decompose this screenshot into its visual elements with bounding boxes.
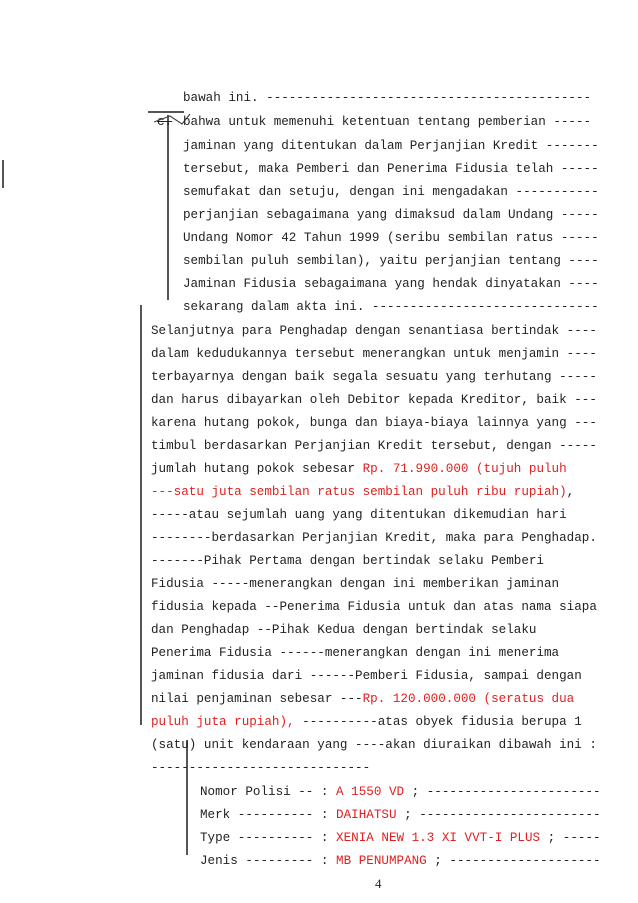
text-line: semufakat dan setuju, dengan ini mengadakan ----------- — [183, 185, 599, 199]
loan-amount-words: ---satu juta sembilan ratus sembilan puluh ribu rupiah) — [151, 485, 567, 499]
text-line-amount-2-words — [151, 714, 582, 730]
vehicle-tail: ; ----------------------- — [404, 785, 601, 799]
vehicle-tail: ; ------------------------ — [396, 808, 601, 822]
text-line: -------Pihak Pertama dengan bertindak selaku Pemberi — [151, 554, 544, 568]
vehicle-label: Nomor Polisi -- : — [200, 785, 337, 799]
amount-suffix: , — [566, 485, 575, 499]
text-line: bawah ini. ------------------------------------------- — [183, 91, 592, 105]
text-line: --------berdasarkan Perjanjian Kredit, maka para Penghadap. — [151, 531, 597, 545]
text-line: Fidusia -----menerangkan dengan ini memberikan jaminan — [151, 577, 560, 591]
vehicle-label: Type ---------- : — [200, 831, 337, 845]
vehicle-value: XENIA NEW 1.3 XI VVT-I PLUS — [336, 831, 541, 845]
text-line: Penerima Fidusia ------menerangkan dengan ini menerima — [151, 646, 560, 660]
text-line: dalam kedudukannya tersebut menerangkan untuk menjamin ---- — [151, 347, 597, 361]
vehicle-row-kind — [200, 853, 601, 869]
vehicle-tail: ; ----- — [540, 831, 601, 845]
text-line-amount-1-words — [151, 484, 574, 500]
loan-amount: Rp. 71.990.000 (tujuh puluh — [362, 462, 567, 476]
text-line: sekarang dalam akta ini. ------------------------------ — [183, 300, 599, 314]
vehicle-row-brand — [200, 807, 601, 823]
vehicle-value: A 1550 VD — [336, 785, 405, 799]
vehicle-row-type — [200, 830, 601, 846]
page-number: 4 — [375, 876, 382, 891]
guarantee-amount-words: puluh juta rupiah), — [151, 715, 295, 729]
text-line: Selanjutnya para Penghadap dengan senantiasa bertindak ---- — [151, 324, 597, 338]
text-line: perjanjian sebagaimana yang dimaksud dalam Undang ----- — [183, 208, 599, 222]
text-line: jaminan yang ditentukan dalam Perjanjian Kredit ------- — [183, 139, 599, 153]
text-line: tersebut, maka Pemberi dan Penerima Fidusia telah ----- — [183, 162, 599, 176]
left-margin-line-outer — [2, 160, 4, 188]
text-line: terbayarnya dengan baik segala sesuatu yang terhutang ----- — [151, 370, 597, 384]
vehicle-label: Merk ---------- : — [200, 808, 337, 822]
text-line: bahwa untuk memenuhi ketentuan tentang pemberian ----- — [183, 115, 592, 129]
struck-item-number: c. — [157, 115, 173, 129]
amount-suffix: ----------atas obyek fidusia berupa 1 — [294, 715, 582, 729]
left-margin-line-block2 — [140, 305, 142, 725]
vehicle-row-plate — [200, 784, 601, 800]
text-line: dan Penghadap --Pihak Kedua dengan bertindak selaku — [151, 623, 537, 637]
text-line: -----atau sejumlah uang yang ditentukan dikemudian hari — [151, 508, 567, 522]
text-line: (satu) unit kendaraan yang ----akan diuraikan dibawah ini : — [151, 738, 597, 752]
left-margin-line-vehicle — [186, 740, 188, 855]
vehicle-tail: ; -------------------- — [426, 854, 601, 868]
text-line: dan harus dibayarkan oleh Debitor kepada Kreditor, baik --- — [151, 393, 597, 407]
text-line: Undang Nomor 42 Tahun 1999 (seribu sembilan ratus ----- — [183, 231, 599, 245]
vehicle-value: DAIHATSU — [336, 808, 397, 822]
text-line: Jaminan Fidusia sebagaimana yang hendak dinyatakan ---- — [183, 277, 599, 291]
vehicle-value: MB PENUMPANG — [336, 854, 427, 868]
text-line: ----------------------------- — [151, 761, 371, 775]
text-line: karena hutang pokok, bunga dan biaya-biaya lainnya yang --- — [151, 416, 597, 430]
guarantee-amount: Rp. 120.000.000 (seratus dua — [362, 692, 575, 706]
amount-prefix: nilai penjaminan sebesar --- — [151, 692, 363, 706]
amount-prefix: jumlah hutang pokok sebesar — [151, 462, 363, 476]
text-line: sembilan puluh sembilan), yaitu perjanjian tentang ---- — [183, 254, 599, 268]
text-line: jaminan fidusia dari ------Pemberi Fidusia, sampai dengan — [151, 669, 582, 683]
text-line-amount-1 — [151, 461, 567, 477]
text-line: fidusia kepada --Penerima Fidusia untuk dan atas nama siapa — [151, 600, 597, 614]
text-line: timbul berdasarkan Perjanjian Kredit tersebut, dengan ----- — [151, 439, 597, 453]
left-margin-line-block1 — [167, 115, 169, 300]
vehicle-label: Jenis --------- : — [200, 854, 337, 868]
text-line-amount-2 — [151, 691, 574, 707]
